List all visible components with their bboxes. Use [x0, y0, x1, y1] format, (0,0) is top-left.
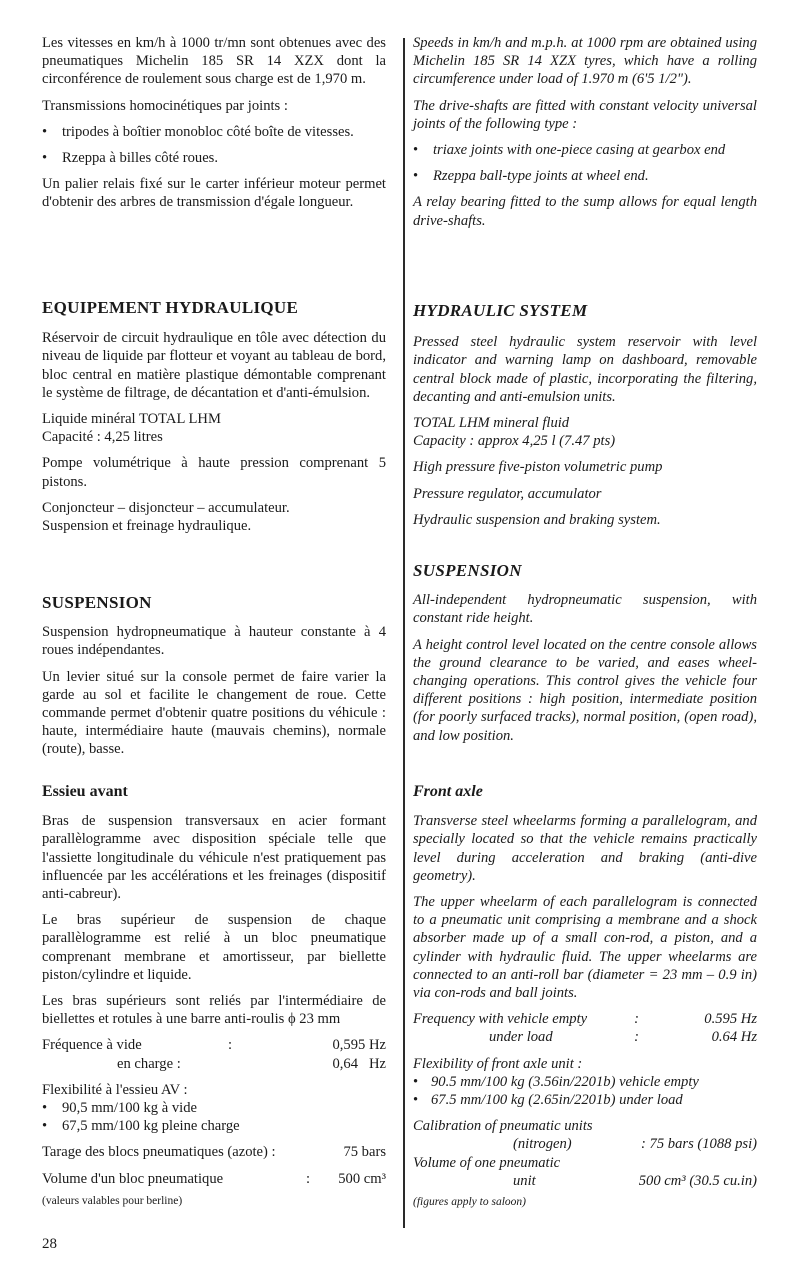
fr-suspension-p1: Suspension hydropneumatique à hauteur constante à 4 roues indépendantes. — [42, 624, 386, 659]
fr-hydraulic-p4b: Suspension et freinage hydraulique. — [42, 518, 252, 535]
en-front-axle-p2: The upper wheelarm of each parallelogram is connected to a pneumatic unit comprising a membrane and a shock absorber made up of a small con-rod, a piston, and a cylinder with hydraulic fluid. The upper wheelarms are connected to an anti-roll bar (diameter = 23 mm – 0.9 in) via con-rods and ball joints. — [413, 894, 757, 1002]
fr-hydraulic-p1: Réservoir de circuit hydraulique en tôle avec détection du niveau de liquide par flotteur et voyant au tableau de bord, bloc central en matière plastique démontable comprenant le système de filtrage, de décantation et d'anti-émulsion. — [42, 330, 386, 401]
en-hydraulic-section — [413, 302, 757, 537]
en-front-axle-p1: Transverse steel wheelarms forming a parallelogram, and specially located so that the vehicle remains practically level during acceleration and braking (anti-dive geometry). — [413, 813, 757, 884]
fr-freq-load-row: en charge : 0,64 Hz — [117, 1055, 386, 1072]
fr-hydraulic-fluid: Liquide minéral TOTAL LHM — [42, 411, 221, 428]
list-item: • 90.5 mm/100 kg (3.56in/2201b) vehicle empty — [413, 1073, 699, 1090]
list-item: • 90,5 mm/100 kg à vide — [42, 1100, 197, 1117]
en-calib-row: (nitrogen) : 75 bars (1088 psi) — [513, 1136, 757, 1153]
en-note: (figures apply to saloon) — [413, 1196, 526, 1209]
en-front-axle-heading: Front axle — [413, 783, 483, 800]
en-freq-load-row: under load : 0.64 Hz — [489, 1029, 757, 1046]
en-hydraulic-p5: Hydraulic suspension and braking system. — [413, 511, 661, 528]
en-volume-row: unit 500 cm³ (30.5 cu.in) — [513, 1172, 757, 1189]
fr-front-axle-p1: Bras de suspension transversaux en acier formant parallèlogramme avec disposition spéciale telle que l'assiette longitudinale du véhicule n'est pratiquement pas influencée par les accélérations et les freinages (dispositif anti-cabreur). — [42, 813, 386, 903]
bullet-icon: • — [42, 1100, 48, 1117]
fr-hydraulic-capacity: Capacité : 4,25 litres — [42, 429, 163, 446]
bullet-icon: • — [413, 142, 419, 159]
en-intro-p3: A relay bearing fitted to the sump allows for equal length drive-shafts. — [413, 194, 757, 229]
en-volume-label: Volume of one pneumatic — [413, 1154, 561, 1171]
fr-intro-p3: Un palier relais fixé sur le carter inférieur moteur permet d'obtenir des arbres de transmission d'égale longueur. — [42, 176, 386, 211]
fr-intro-p2: Transmissions homocinétiques par joints : — [42, 97, 288, 114]
en-suspension-p2: A height control level located on the centre console allows the ground clearance to be varied, and eases wheel-changing operations. This control gives the vehicle four different positions : high position, intermediate position (for poorly surfaced tracks), normal position, (open road), and low position. — [413, 636, 757, 744]
en-freq-empty-row: Frequency with vehicle empty : 0.595 Hz — [413, 1011, 757, 1028]
fr-front-axle-heading: Essieu avant — [42, 783, 128, 800]
bullet-icon: • — [42, 123, 48, 140]
en-suspension-heading: SUSPENSION — [413, 561, 522, 580]
en-front-axle-section — [413, 783, 757, 1209]
list-item: • tripodes à boîtier monobloc côté boîte de vitesses. — [42, 123, 354, 140]
en-intro-section — [413, 34, 757, 238]
list-item: • Rzeppa à billes côté roues. — [42, 150, 219, 167]
fr-hydraulic-p4a: Conjoncteur – disjoncteur – accumulateur. — [42, 499, 290, 516]
fr-intro-p1: Les vitesses en km/h à 1000 tr/mn sont obtenues avec des pneumatiques Michelin 185 SR 14 XZX dont la circonférence de roulement sous charge est de 1,970 m. — [42, 35, 386, 88]
en-hydraulic-fluid: TOTAL LHM mineral fluid — [413, 415, 570, 432]
fr-freq-empty-row: Fréquence à vide : 0,595 Hz — [42, 1037, 386, 1054]
en-hydraulic-p3: High pressure five-piston volumetric pump — [413, 459, 663, 476]
list-item: • 67,5 mm/100 kg pleine charge — [42, 1118, 240, 1135]
fr-hydraulic-heading: EQUIPEMENT HYDRAULIQUE — [42, 298, 299, 317]
fr-front-axle-p2: Le bras supérieur de suspension de chaque parallèlogramme est relié à un bloc pneumatique comprenant membrane et amortisseur, par biellette piston/cylindre et liquide. — [42, 912, 386, 983]
fr-suspension-heading: SUSPENSION — [42, 593, 152, 612]
fr-suspension-p2: Un levier situé sur la console permet de faire varier la garde au sol et facilite le changement de roue. Cette commande permet d'obtenir quatre positions du véhicule : haute, intermédiaire haute (mauvais chemins), normale (route), basse. — [42, 668, 386, 758]
en-hydraulic-p1: Pressed steel hydraulic system reservoir with level indicator and warning lamp on dashboard, removable central block made of plastic, incorporating the filtering, decanting and anti-emulsion units. — [413, 334, 757, 405]
fr-front-axle-p3: Les bras supérieurs sont reliés par l'intermédiaire de biellettes et rotules à une barre anti-roulis ϕ 23 mm — [42, 993, 386, 1028]
column-divider — [403, 38, 405, 1228]
fr-intro-section — [42, 34, 386, 220]
en-calib-label: Calibration of pneumatic units — [413, 1118, 593, 1135]
bullet-icon: • — [42, 150, 48, 167]
list-item: • Rzeppa ball-type joints at wheel end. — [413, 168, 649, 185]
bullet-icon: • — [413, 168, 419, 185]
en-suspension-p1: All-independent hydropneumatic suspension, with constant ride height. — [413, 592, 757, 627]
bullet-icon: • — [42, 1118, 48, 1135]
fr-hydraulic-section — [42, 299, 386, 535]
en-suspension-section — [413, 562, 757, 753]
page-number: 28 — [42, 1236, 57, 1252]
list-item: • triaxe joints with one-piece casing at gearbox end — [413, 142, 726, 159]
en-flex-label: Flexibility of front axle unit : — [413, 1055, 583, 1072]
en-hydraulic-heading: HYDRAULIC SYSTEM — [413, 301, 588, 320]
fr-hydraulic-p3: Pompe volumétrique à haute pression comprenant 5 pistons. — [42, 455, 386, 490]
fr-note: (valeurs valables pour berline) — [42, 1194, 183, 1207]
en-intro-p2: The drive-shafts are fitted with constant velocity universal joints of the following type : — [413, 97, 757, 132]
list-item: • 67.5 mm/100 kg (2.65in/2201b) under load — [413, 1092, 683, 1109]
bullet-icon: • — [413, 1092, 419, 1109]
en-hydraulic-capacity: Capacity : approx 4,25 l (7.47 pts) — [413, 433, 616, 450]
fr-tarage-row: Tarage des blocs pneumatiques (azote) : 75 bars — [42, 1144, 386, 1161]
en-hydraulic-p4: Pressure regulator, accumulator — [413, 485, 602, 502]
fr-suspension-section — [42, 594, 386, 767]
bullet-icon: • — [413, 1073, 419, 1090]
en-intro-p1: Speeds in km/h and m.p.h. at 1000 rpm are obtained using Michelin 185 SR 14 XZX tyres, which have a rolling circumference under load of 1.970 m (6'5 1/2"). — [413, 35, 757, 88]
fr-front-axle-section — [42, 783, 386, 1208]
fr-flex-label: Flexibilité à l'essieu AV : — [42, 1081, 188, 1098]
fr-volume-row: Volume d'un bloc pneumatique : 500 cm³ — [42, 1170, 386, 1187]
